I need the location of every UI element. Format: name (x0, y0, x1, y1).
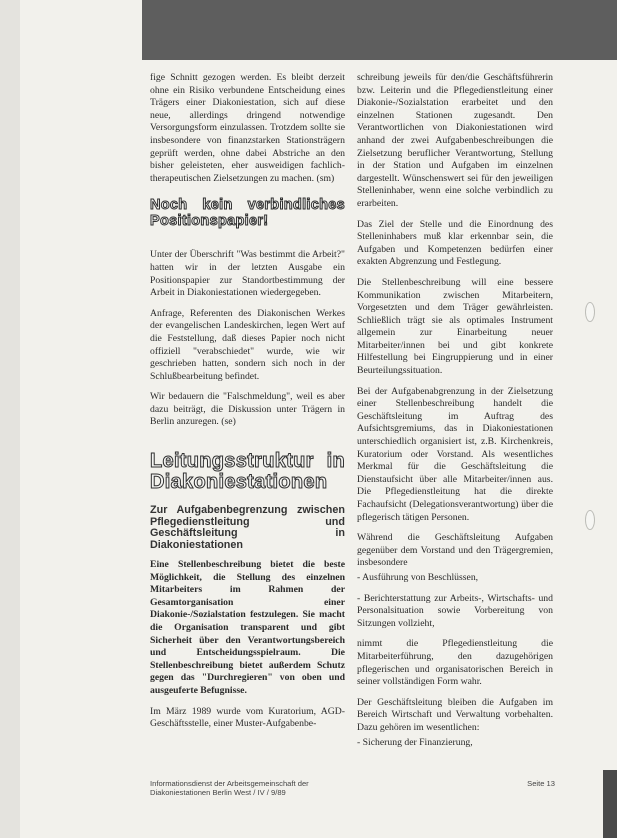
punch-hole-top (585, 302, 595, 322)
right-edge-tab (603, 770, 617, 838)
paragraph: nimmt die Pflegedienstleitung die Mitarbeiterführung, den dazugehörigen pflegerischen und organisatorischen Bereich in seiner vollständigen Form wahr. (357, 638, 553, 688)
paragraph: Der Geschäftsleitung bleiben die Aufgaben im Bereich Wirtschaft und Verwaltung vorbehalten. Dazu gehören im wesentlichen: (357, 696, 553, 733)
paragraph: Die Stellenbeschreibung will eine bessere Kommunikation zwischen Mitarbeitern, Vorgesetzten und dem Träger gewährleisten. Schließlich trägt sie als optimales Instrument allgemein zur Einarbeitung neuer Mitarbeiter/innen bei und gibt konkrete Hilfestellung bei Eingruppierung und in einer Beurteilungssituation. (357, 276, 553, 377)
page-footer (150, 779, 555, 797)
article-subtitle: Zur Aufgabenbegrenzung zwischen Pflegedienstleitung und Geschäftsleitung in Diakoniestationen (150, 504, 345, 551)
lead-paragraph: Eine Stellenbeschreibung bietet die beste Möglichkeit, die Stellung des einzelnen Mitarbeiters im Rahmen der Gesamtorganisation einer Diakonie-/Sozialstation festzulegen. Sie macht die Organisation transparent und gibt Sicherheit über den Verantwortungsbereich und Entscheidungsspielraum. Die Stellenbeschreibung bietet außerdem Schutz gegen das "Durchregieren" von oben und ausgeuferte Befugnisse. (150, 559, 345, 696)
page-left-edge (0, 0, 20, 838)
paragraph: Das Ziel der Stelle und die Einordnung des Stelleninhabers muß klar erkennbar sein, die Aufgaben und Kompetenzen bedürfen einer exakten Abgrenzung und Festlegung. (357, 218, 553, 268)
paragraph: Wir bedauern die "Falschmeldung", weil es aber dazu beiträgt, die Diskussion unter Trägern in Berlin anzuregen. (se) (150, 391, 345, 428)
paragraph: Während die Geschäftsleitung Aufgaben gegenüber dem Vorstand und den Trägergremien, insbesondere (357, 532, 553, 569)
paragraph: fige Schnitt gezogen werden. Es bleibt derzeit ohne ein Risiko verbundene Entscheidung eines Trägers einer Diakoniestation, sich auf diese neue, allerdings dringend notwendige Versorgungsform einzulassen. Trotzdem sollte sie insbesondere von finanzstarken Stationsträgern geprüft werden, ohne dabei Abstriche an den bisher geleisteten, eher ausweidigen fachlich-therapeutischen Zielsetzungen zu machen. (sm) (150, 72, 345, 184)
page-number: Seite 13 (527, 779, 555, 788)
left-text-column (150, 72, 345, 739)
top-gray-bar (142, 0, 617, 60)
punch-hole-bottom (585, 510, 595, 530)
footer-issue-line: Diakoniestationen Berlin West / IV / 9/89 (150, 788, 286, 797)
paragraph: Im März 1989 wurde vom Kuratorium, AGD-Geschäftsstelle, einer Muster-Aufgabenbe- (150, 705, 345, 730)
paragraph: Bei der Aufgabenabgrenzung in der Zielsetzung einer Stellenbeschreibung handelt die Geschäftsleitung im Auftrag des Aufsichtsgremiums, das in Diakoniestationen unterschiedlich organisiert ist, z.B. Kirchenkreis, Kuratorium oder Vorstand. Als wesentliches Merkmal für die Geschäftsleitung die Dienstaufsicht über alle Mitarbeiter/innen aus. Die Pflegedienstleitung hat die direkte Fachaufsicht (Delegationsverantwortung) über die pflegerisch tätigen Personen. (357, 385, 553, 523)
section-heading-position-paper: Noch kein verbindliches Positionspapier! (150, 197, 345, 230)
list-item: - Ausführung von Beschlüssen, (357, 571, 479, 583)
article-title: Leitungsstruktur in Diakoniestationen (150, 450, 345, 494)
list-item: - Berichterstattung zur Arbeits-, Wirtschafts- und Personalsituation sowie Vorbereitung von Sitzungen vollzieht, (357, 592, 553, 629)
paragraph: Unter der Überschrift "Was bestimmt die Arbeit?" hatten wir in der letzten Ausgabe ein Positionspapier zur Standortbestimmung der Arbeit in Diakoniestationen wiedergegeben. (150, 249, 345, 299)
paragraph: Anfrage, Referenten des Diakonischen Werkes der evangelischen Landeskirchen, legen Wert auf die Feststellung, daß dieses Papier noch nicht offiziell "verabschiedet" wurde, wie wir geschrieben hatten, sondern sich noch in der Schlußbearbeitung befindet. (150, 307, 345, 382)
list-item: - Sicherung der Finanzierung, (357, 736, 473, 748)
paragraph: schreibung jeweils für den/die Geschäftsführerin bzw. Leiterin und die Pflegedienstleitung einer Diakonie-/Sozialstation erarbeitet und den einzelnen Stationen zugesandt. Den Verantwortlichen von Diakoniestationen wird anhand der zwei Aufgabenbeschreibungen die Zielsetzung beruflicher Verantwortung, Stellung in der Station und Aufgaben im einzelnen dargestellt. Wünschenswert sei für den jeweiligen Stelleninhaber, wenn eine solche verbindlich zu erarbeiten. (357, 72, 553, 209)
right-text-column (357, 72, 553, 757)
footer-publication-line: Informationsdienst der Arbeitsgemeinschaft der (150, 779, 309, 788)
